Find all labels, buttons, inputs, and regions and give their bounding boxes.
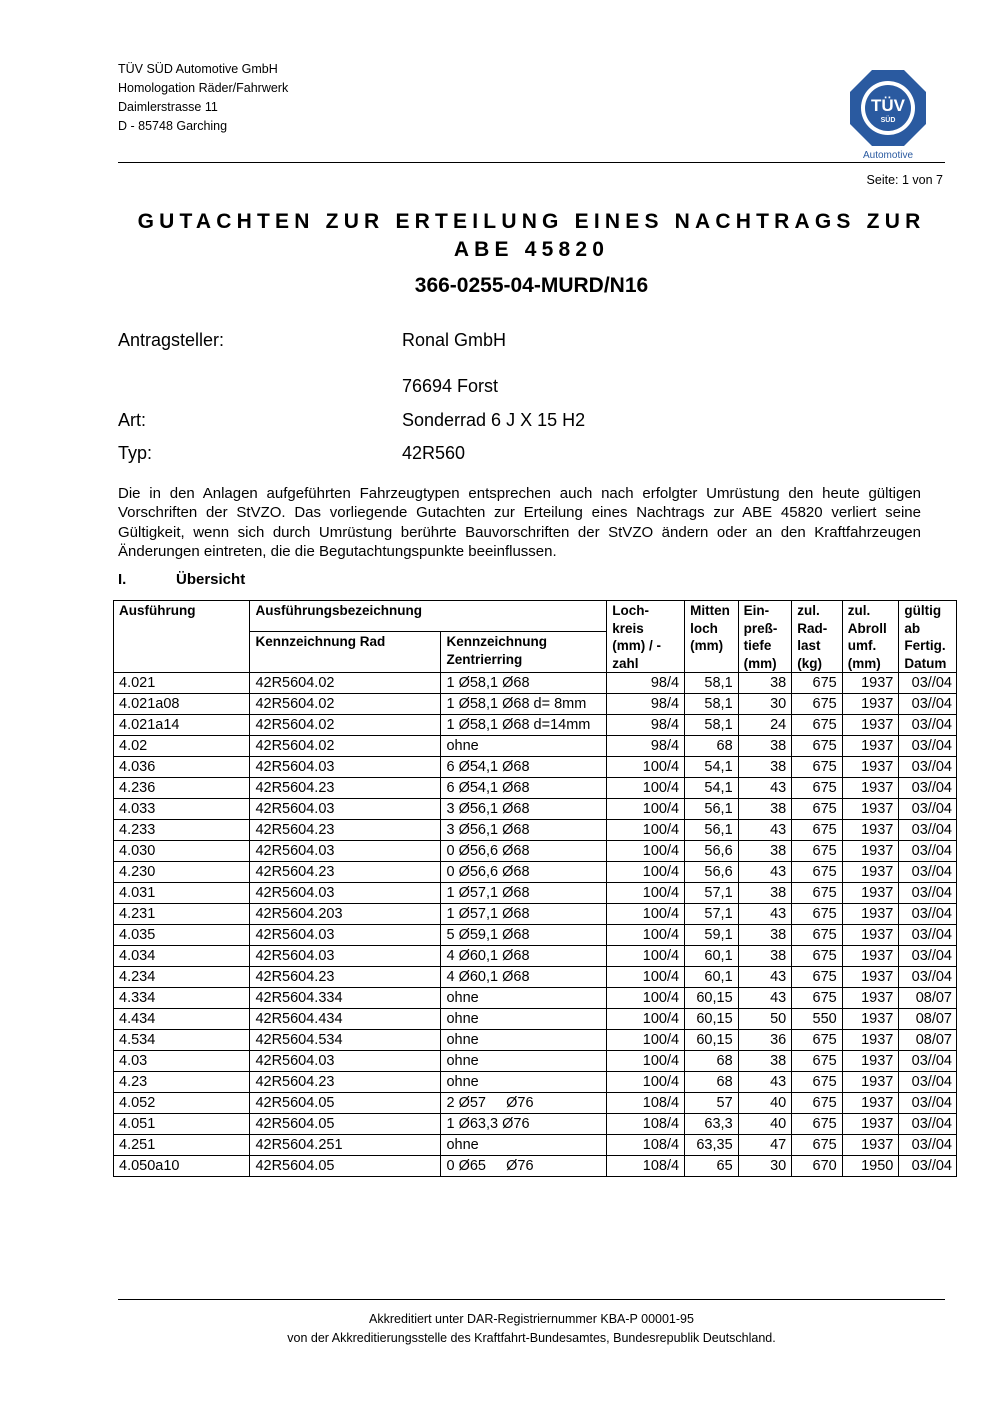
table-row [114,757,957,778]
table-row [114,694,957,715]
cell-einpresstiefe: 38 [738,883,792,904]
cell-gueltig: 03//04 [899,904,957,925]
applicant-label: Antragsteller: [118,330,225,350]
cell-kenn-rad: 42R5604.02 [250,736,441,757]
cell-lochkreis: 108/4 [607,1156,685,1177]
table-row [114,1135,957,1156]
logo-caption: Automotive [862,150,914,161]
cell-gueltig: 03//04 [899,778,957,799]
cell-lochkreis: 100/4 [607,799,685,820]
address-line: Homologation Räder/Fahrwerk [118,81,289,95]
cell-abrollumf: 1937 [842,925,899,946]
footer-line-1: Akkreditiert unter DAR-Registriernummer KBA-P 00001-95 [369,1312,694,1326]
table-row [114,883,957,904]
cell-einpresstiefe: 50 [738,1009,792,1030]
cell-radlast: 675 [792,757,843,778]
table-row [114,673,957,694]
header-gueltig: gültig ab Fertig. Datum [899,601,957,673]
cell-lochkreis: 100/4 [607,946,685,967]
page-number: Seite: 1 von 7 [866,173,943,187]
cell-gueltig: 03//04 [899,715,957,736]
cell-lochkreis: 100/4 [607,988,685,1009]
cell-einpresstiefe: 38 [738,757,792,778]
cell-mittenloch: 65 [685,1156,739,1177]
table-row [114,820,957,841]
cell-mittenloch: 58,1 [685,673,739,694]
cell-radlast: 670 [792,1156,843,1177]
cell-kenn-rad: 42R5604.03 [250,925,441,946]
cell-kenn-zentrierring: 0 Ø65 Ø76 [441,1156,607,1177]
cell-kenn-rad: 42R5604.23 [250,1072,441,1093]
cell-mittenloch: 56,1 [685,820,739,841]
cell-lochkreis: 100/4 [607,967,685,988]
cell-einpresstiefe: 30 [738,1156,792,1177]
cell-radlast: 675 [792,988,843,1009]
cell-mittenloch: 60,15 [685,988,739,1009]
cell-abrollumf: 1937 [842,778,899,799]
cell-ausfuehrung: 4.251 [114,1135,250,1156]
cell-kenn-rad: 42R5604.03 [250,1051,441,1072]
cell-kenn-zentrierring: 1 Ø58,1 Ø68 d= 8mm [441,694,607,715]
cell-lochkreis: 100/4 [607,925,685,946]
typ-label: Typ: [118,443,153,463]
cell-kenn-zentrierring: 4 Ø60,1 Ø68 [441,967,607,988]
cell-mittenloch: 68 [685,736,739,757]
table-row [114,925,957,946]
cell-mittenloch: 56,1 [685,799,739,820]
overview-table [113,600,957,1177]
cell-mittenloch: 60,1 [685,967,739,988]
cell-radlast: 675 [792,736,843,757]
cell-ausfuehrung: 4.02 [114,736,250,757]
cell-ausfuehrung: 4.23 [114,1072,250,1093]
cell-einpresstiefe: 40 [738,1114,792,1135]
cell-kenn-zentrierring: ohne [441,988,607,1009]
report-number: 366-0255-04-MURD/N16 [414,274,649,297]
cell-einpresstiefe: 43 [738,967,792,988]
cell-radlast: 675 [792,820,843,841]
table-row [114,799,957,820]
cell-einpresstiefe: 38 [738,946,792,967]
cell-mittenloch: 56,6 [685,841,739,862]
header-abrollumf: zul. Abroll umf. (mm) [842,601,899,673]
cell-abrollumf: 1937 [842,988,899,1009]
cell-gueltig: 03//04 [899,1135,957,1156]
header-ausfuehrung: Ausführung [114,601,250,673]
address-line: D - 85748 Garching [118,119,228,133]
table-row [114,1072,957,1093]
table-row [114,1030,957,1051]
cell-abrollumf: 1950 [842,1156,899,1177]
cell-gueltig: 03//04 [899,799,957,820]
cell-mittenloch: 63,3 [685,1114,739,1135]
cell-kenn-rad: 42R5604.23 [250,820,441,841]
cell-mittenloch: 59,1 [685,925,739,946]
cell-radlast: 675 [792,673,843,694]
applicant-value: Ronal GmbH [402,330,507,350]
footer-line-2: von der Akkreditierungsstelle des Kraftfahrt-Bundesamtes, Bundesrepublik Deutschland. [287,1331,776,1345]
cell-kenn-rad: 42R5604.03 [250,757,441,778]
cell-kenn-rad: 42R5604.05 [250,1093,441,1114]
document-title [118,208,945,264]
cell-lochkreis: 98/4 [607,715,685,736]
cell-ausfuehrung: 4.230 [114,862,250,883]
cell-lochkreis: 98/4 [607,736,685,757]
cell-abrollumf: 1937 [842,1093,899,1114]
cell-ausfuehrung: 4.233 [114,820,250,841]
cell-abrollumf: 1937 [842,715,899,736]
cell-ausfuehrung: 4.021 [114,673,250,694]
cell-abrollumf: 1937 [842,1135,899,1156]
cell-kenn-zentrierring: ohne [441,1030,607,1051]
cell-kenn-zentrierring: 4 Ø60,1 Ø68 [441,946,607,967]
cell-kenn-zentrierring: 1 Ø63,3 Ø76 [441,1114,607,1135]
cell-einpresstiefe: 43 [738,862,792,883]
cell-abrollumf: 1937 [842,820,899,841]
cell-mittenloch: 60,1 [685,946,739,967]
typ-value: 42R560 [402,443,466,463]
cell-ausfuehrung: 4.534 [114,1030,250,1051]
cell-einpresstiefe: 47 [738,1135,792,1156]
cell-gueltig: 03//04 [899,841,957,862]
cell-ausfuehrung: 4.036 [114,757,250,778]
table-row [114,1093,957,1114]
cell-einpresstiefe: 43 [738,904,792,925]
cell-ausfuehrung: 4.021a14 [114,715,250,736]
intro-paragraph: Die in den Anlagen aufgeführten Fahrzeugtypen entsprechen auch nach erfolgter Umrüstung den heute gültigen Vorschriften der StVZO. Das vorliegende Gutachten zur Erteilung eines Nachtrags zur ABE 45820 verliert seine Gültigkeit, wenn sich durch Umrüstung berührte Bauvorschriften der StVZO ändern oder an den Kraftfahrzeugen Änderungen eintreten, die die Begutachtungspunkte beeinflussen. [118,485,921,560]
table-row [114,841,957,862]
cell-gueltig: 03//04 [899,946,957,967]
cell-mittenloch: 63,35 [685,1135,739,1156]
art-value: Sonderrad 6 J X 15 H2 [402,410,586,430]
table-row [114,904,957,925]
address-line: TÜV SÜD Automotive GmbH [118,62,278,76]
cell-kenn-rad: 42R5604.03 [250,883,441,904]
cell-kenn-zentrierring: ohne [441,1072,607,1093]
cell-kenn-rad: 42R5604.251 [250,1135,441,1156]
title-line-1: GUTACHTEN ZUR ERTEILUNG EINES NACHTRAGS ZUR [137,210,926,233]
cell-lochkreis: 98/4 [607,673,685,694]
cell-lochkreis: 100/4 [607,883,685,904]
cell-einpresstiefe: 38 [738,841,792,862]
cell-lochkreis: 100/4 [607,778,685,799]
cell-ausfuehrung: 4.052 [114,1093,250,1114]
cell-lochkreis: 100/4 [607,1051,685,1072]
cell-kenn-rad: 42R5604.334 [250,988,441,1009]
cell-kenn-rad: 42R5604.02 [250,673,441,694]
cell-mittenloch: 54,1 [685,778,739,799]
cell-mittenloch: 54,1 [685,757,739,778]
cell-ausfuehrung: 4.030 [114,841,250,862]
cell-kenn-zentrierring: ohne [441,1009,607,1030]
cell-radlast: 675 [792,1072,843,1093]
cell-lochkreis: 100/4 [607,1009,685,1030]
cell-kenn-zentrierring: ohne [441,736,607,757]
cell-radlast: 675 [792,946,843,967]
issuer-address [118,60,288,136]
cell-abrollumf: 1937 [842,1009,899,1030]
cell-kenn-zentrierring: 0 Ø56,6 Ø68 [441,862,607,883]
cell-mittenloch: 58,1 [685,715,739,736]
cell-kenn-zentrierring: 3 Ø56,1 Ø68 [441,799,607,820]
cell-lochkreis: 98/4 [607,694,685,715]
cell-ausfuehrung: 4.034 [114,946,250,967]
cell-mittenloch: 68 [685,1051,739,1072]
cell-radlast: 675 [792,1135,843,1156]
cell-abrollumf: 1937 [842,799,899,820]
cell-mittenloch: 60,15 [685,1030,739,1051]
cell-kenn-rad: 42R5604.23 [250,862,441,883]
cell-lochkreis: 108/4 [607,1093,685,1114]
header-kenn-rad: Kennzeichnung Rad [250,632,441,673]
cell-kenn-rad: 42R5604.02 [250,694,441,715]
cell-kenn-zentrierring: ohne [441,1135,607,1156]
cell-einpresstiefe: 43 [738,778,792,799]
cell-kenn-rad: 42R5604.05 [250,1114,441,1135]
cell-mittenloch: 58,1 [685,694,739,715]
table-row [114,1156,957,1177]
cell-lochkreis: 108/4 [607,1114,685,1135]
table-row [114,862,957,883]
cell-lochkreis: 100/4 [607,862,685,883]
cell-abrollumf: 1937 [842,694,899,715]
cell-gueltig: 03//04 [899,862,957,883]
cell-gueltig: 08/07 [899,1030,957,1051]
cell-gueltig: 03//04 [899,757,957,778]
cell-kenn-rad: 42R5604.02 [250,715,441,736]
logo-sub-text: SÜD [880,117,896,124]
cell-radlast: 675 [792,925,843,946]
cell-radlast: 675 [792,694,843,715]
header-einpresstiefe: Ein-preß-tiefe (mm) [738,601,792,673]
cell-kenn-rad: 42R5604.23 [250,778,441,799]
cell-kenn-rad: 42R5604.23 [250,967,441,988]
cell-abrollumf: 1937 [842,673,899,694]
cell-einpresstiefe: 38 [738,925,792,946]
art-label: Art: [118,410,147,430]
cell-lochkreis: 100/4 [607,757,685,778]
cell-radlast: 675 [792,1114,843,1135]
cell-gueltig: 03//04 [899,820,957,841]
cell-ausfuehrung: 4.051 [114,1114,250,1135]
cell-ausfuehrung: 4.031 [114,883,250,904]
cell-mittenloch: 57 [685,1093,739,1114]
cell-ausfuehrung: 4.050a10 [114,1156,250,1177]
cell-lochkreis: 100/4 [607,1072,685,1093]
cell-mittenloch: 57,1 [685,883,739,904]
cell-einpresstiefe: 43 [738,1072,792,1093]
cell-abrollumf: 1937 [842,841,899,862]
header-divider [118,162,945,163]
cell-gueltig: 03//04 [899,673,957,694]
cell-abrollumf: 1937 [842,904,899,925]
cell-kenn-rad: 42R5604.534 [250,1030,441,1051]
cell-lochkreis: 100/4 [607,820,685,841]
cell-kenn-zentrierring: 5 Ø59,1 Ø68 [441,925,607,946]
cell-abrollumf: 1937 [842,946,899,967]
cell-lochkreis: 100/4 [607,1030,685,1051]
cell-gueltig: 03//04 [899,736,957,757]
table-row [114,778,957,799]
cell-lochkreis: 100/4 [607,904,685,925]
cell-radlast: 675 [792,799,843,820]
cell-kenn-zentrierring: 2 Ø57 Ø76 [441,1093,607,1114]
cell-kenn-zentrierring: 1 Ø57,1 Ø68 [441,904,607,925]
cell-einpresstiefe: 38 [738,799,792,820]
cell-einpresstiefe: 38 [738,673,792,694]
cell-einpresstiefe: 38 [738,1051,792,1072]
section-heading [118,571,245,588]
cell-einpresstiefe: 24 [738,715,792,736]
cell-abrollumf: 1937 [842,1114,899,1135]
cell-mittenloch: 57,1 [685,904,739,925]
cell-kenn-zentrierring: 0 Ø56,6 Ø68 [441,841,607,862]
header-bezeichnung: Ausführungsbezeichnung [250,601,607,632]
cell-radlast: 675 [792,904,843,925]
title-line-2: ABE 45820 [453,238,610,261]
cell-gueltig: 08/07 [899,988,957,1009]
cell-gueltig: 03//04 [899,925,957,946]
cell-ausfuehrung: 4.231 [114,904,250,925]
cell-kenn-zentrierring: ohne [441,1051,607,1072]
cell-radlast: 675 [792,862,843,883]
cell-abrollumf: 1937 [842,757,899,778]
cell-kenn-rad: 42R5604.203 [250,904,441,925]
cell-abrollumf: 1937 [842,1072,899,1093]
header-lochkreis: Loch-kreis (mm) / -zahl [607,601,685,673]
cell-gueltig: 03//04 [899,1051,957,1072]
cell-kenn-zentrierring: 1 Ø58,1 Ø68 [441,673,607,694]
cell-gueltig: 03//04 [899,1114,957,1135]
cell-kenn-zentrierring: 3 Ø56,1 Ø68 [441,820,607,841]
cell-radlast: 675 [792,715,843,736]
applicant-city: 76694 Forst [402,376,499,396]
cell-ausfuehrung: 4.033 [114,799,250,820]
cell-gueltig: 03//04 [899,883,957,904]
cell-mittenloch: 56,6 [685,862,739,883]
table-row [114,736,957,757]
footer-divider [118,1299,945,1300]
footer [118,1310,945,1348]
cell-gueltig: 03//04 [899,1156,957,1177]
cell-einpresstiefe: 43 [738,988,792,1009]
section-title: Übersicht [176,571,246,588]
cell-abrollumf: 1937 [842,1030,899,1051]
cell-einpresstiefe: 38 [738,736,792,757]
cell-abrollumf: 1937 [842,1051,899,1072]
table-row [114,715,957,736]
cell-kenn-rad: 42R5604.03 [250,946,441,967]
cell-ausfuehrung: 4.03 [114,1051,250,1072]
cell-mittenloch: 60,15 [685,1009,739,1030]
cell-radlast: 675 [792,1051,843,1072]
cell-radlast: 675 [792,1030,843,1051]
address-line: Daimlerstrasse 11 [118,100,218,114]
cell-gueltig: 03//04 [899,1093,957,1114]
table-row [114,1009,957,1030]
cell-radlast: 675 [792,841,843,862]
cell-radlast: 675 [792,778,843,799]
cell-gueltig: 03//04 [899,967,957,988]
header-mittenloch: Mitten loch (mm) [685,601,739,673]
table-row [114,988,957,1009]
cell-ausfuehrung: 4.434 [114,1009,250,1030]
cell-einpresstiefe: 30 [738,694,792,715]
cell-abrollumf: 1937 [842,736,899,757]
logo-main-text: TÜV [871,96,905,115]
cell-kenn-rad: 42R5604.03 [250,841,441,862]
cell-kenn-rad: 42R5604.03 [250,799,441,820]
cell-einpresstiefe: 40 [738,1093,792,1114]
cell-kenn-rad: 42R5604.434 [250,1009,441,1030]
cell-ausfuehrung: 4.035 [114,925,250,946]
cell-kenn-zentrierring: 6 Ø54,1 Ø68 [441,778,607,799]
table-row [114,1114,957,1135]
cell-kenn-zentrierring: 1 Ø58,1 Ø68 d=14mm [441,715,607,736]
cell-abrollumf: 1937 [842,862,899,883]
cell-kenn-zentrierring: 1 Ø57,1 Ø68 [441,883,607,904]
cell-abrollumf: 1937 [842,883,899,904]
cell-ausfuehrung: 4.236 [114,778,250,799]
cell-gueltig: 08/07 [899,1009,957,1030]
table-row [114,1051,957,1072]
cell-lochkreis: 100/4 [607,841,685,862]
cell-ausfuehrung: 4.234 [114,967,250,988]
cell-einpresstiefe: 43 [738,820,792,841]
cell-einpresstiefe: 36 [738,1030,792,1051]
cell-gueltig: 03//04 [899,694,957,715]
cell-gueltig: 03//04 [899,1072,957,1093]
header-kenn-zentrierring: Kennzeichnung Zentrierring [441,632,607,673]
cell-abrollumf: 1937 [842,967,899,988]
cell-ausfuehrung: 4.334 [114,988,250,1009]
cell-kenn-zentrierring: 6 Ø54,1 Ø68 [441,757,607,778]
cell-radlast: 675 [792,967,843,988]
cell-kenn-rad: 42R5604.05 [250,1156,441,1177]
logo-octagon-icon [848,68,928,148]
cell-lochkreis: 108/4 [607,1135,685,1156]
cell-mittenloch: 68 [685,1072,739,1093]
table-row [114,946,957,967]
cell-ausfuehrung: 4.021a08 [114,694,250,715]
cell-radlast: 550 [792,1009,843,1030]
section-number: I. [118,571,127,588]
header-radlast: zul. Rad-last (kg) [792,601,843,673]
cell-radlast: 675 [792,1093,843,1114]
cell-radlast: 675 [792,883,843,904]
table-row [114,967,957,988]
